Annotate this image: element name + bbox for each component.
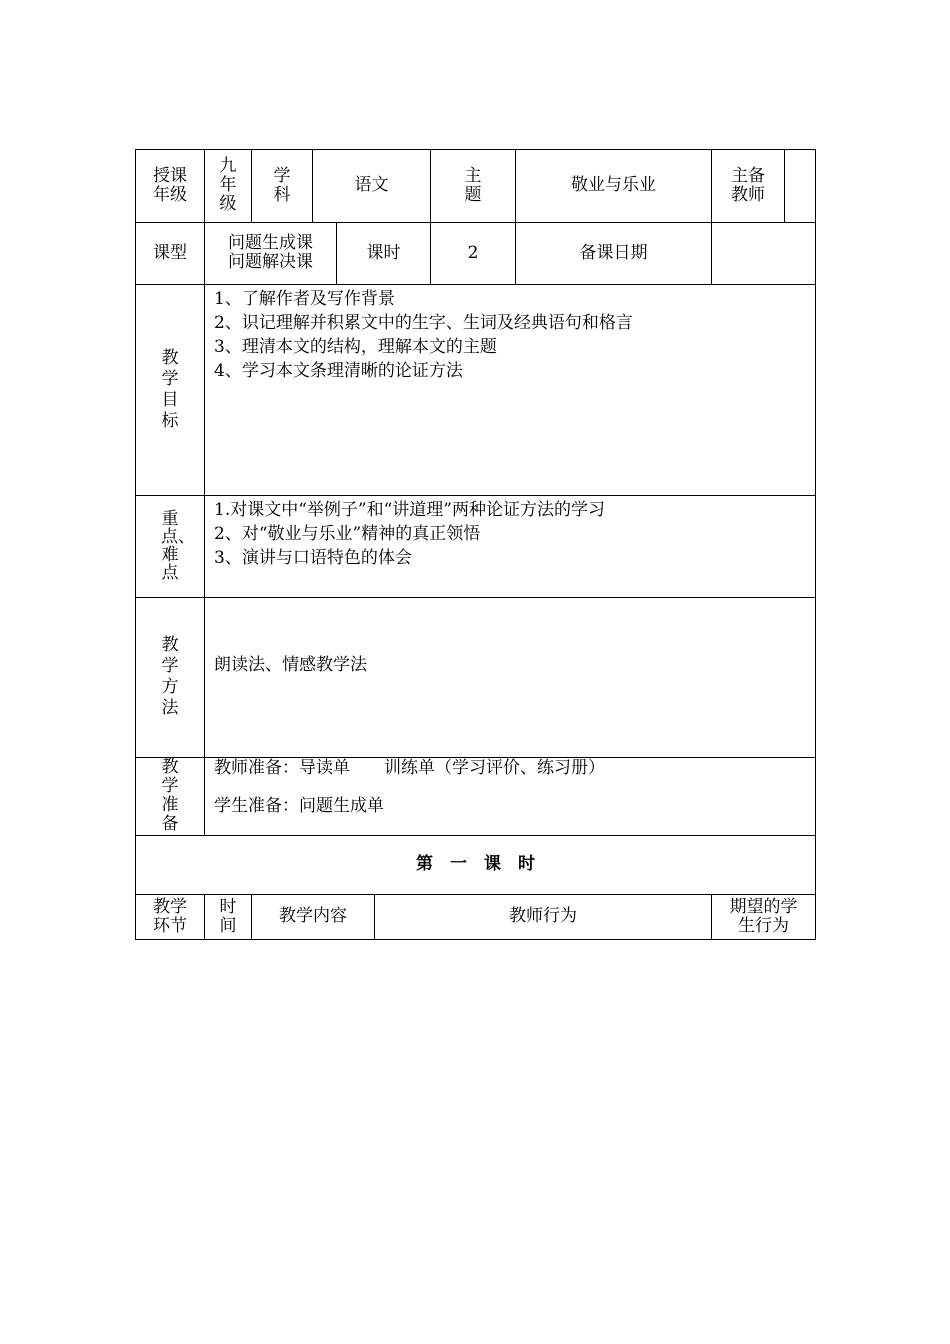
col-divider [204,284,205,835]
content-header: 教学内容 [279,906,347,926]
row-divider [135,284,816,285]
lead-teacher-label: 主备教师 [731,165,765,205]
table-border-bottom [135,939,816,940]
preparation-student [214,794,384,818]
list-item: 1、了解作者及写作背景 [214,289,395,309]
key-points-label: 重点、难点 [161,509,195,583]
grade-value: 九年级 [219,156,237,214]
teacher-prep-text: 教师准备：导读单 训练单（学习评价、练习册） [214,758,605,778]
list-item: 2、对“敬业与乐业”精神的真正领悟 [214,524,481,544]
stage-header: 教学环节 [153,896,187,936]
topic-label: 主题 [464,165,482,205]
preparation-teacher [214,756,605,780]
student-prep-text: 学生准备：问题生成单 [214,796,384,816]
list-item: 3、理清本文的结构，理解本文的主题 [214,337,497,357]
methods-text: 朗读法、情感教学法 [214,655,367,675]
list-item: 1.对课文中“举例子”和“讲道理”两种论证方法的学习 [214,500,605,520]
objectives-label: 教学目标 [161,347,179,431]
list-item: 4、学习本文条理清晰的论证方法 [214,361,463,381]
lead-teacher-value [785,149,815,222]
time-header: 时间 [219,896,237,936]
list-item: 2、识记理解并积累文中的生字、生词及经典语句和格言 [214,313,633,333]
lesson-type-label: 课型 [153,242,187,263]
class-hours-label: 课时 [366,242,401,263]
methods-label: 教学方法 [161,635,179,718]
prep-date-value [712,222,815,284]
topic-value: 敬业与乐业 [571,175,656,195]
subject-label: 学科 [273,165,291,205]
table-border-right [815,149,816,940]
preparation-label: 教学准备 [161,757,179,834]
grade-label: 授课年级 [153,165,187,205]
methods-value [214,653,367,677]
row-divider [135,495,816,496]
lesson-title: 第 一 课 时 [416,854,535,874]
prep-date-label: 备课日期 [579,242,648,263]
key-points-list [214,498,605,570]
lesson-type-value: 问题生成课 问题解决课 [228,233,313,272]
row-divider [135,597,816,598]
objectives-list [214,287,633,383]
student-behavior-header: 期望的学生行为 [729,896,798,936]
list-item: 3、演讲与口语特色的体会 [214,548,412,568]
teacher-behavior-header: 教师行为 [509,906,577,926]
class-hours-value: 2 [467,242,479,263]
subject-value: 语文 [354,175,389,195]
